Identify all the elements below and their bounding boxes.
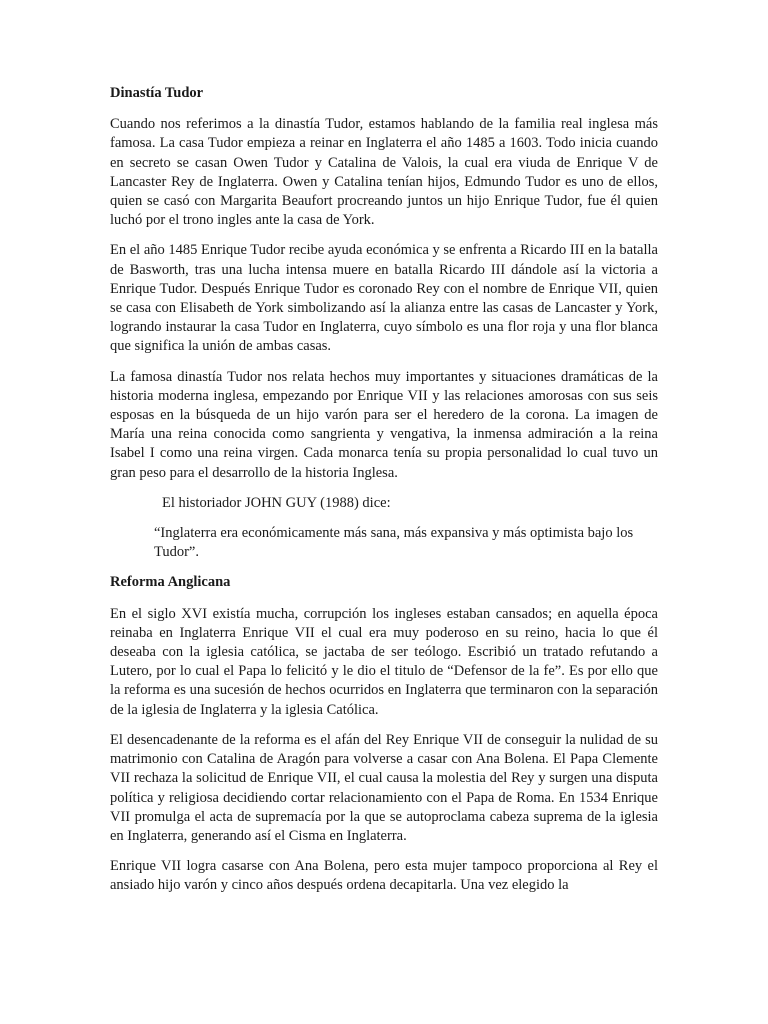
section-title-dinastia-tudor: Dinastía Tudor: [110, 85, 204, 101]
document-page: [110, 84, 658, 1024]
block-quote: “Inglaterra era económicamente más sana, más expansiva y más optimista bajo los Tudor”.: [154, 525, 634, 561]
paragraph: Enrique VII logra casarse con Ana Bolena, pero esta mujer tampoco proporciona al Rey el ansiado hijo varón y cinco años después ordena decapitarla. Una vez elegido la: [110, 858, 658, 894]
paragraph: La famosa dinastía Tudor nos relata hechos muy importantes y situaciones dramáticas de la historia moderna inglesa, empezando por Enrique VII y las relaciones amorosas con sus seis esposas en la búsqueda de un hijo varón para ser el heredero de la corona. La imagen de María una reina conocida como sangrienta y vengativa, la inmensa admiración a la reina Isabel I como una reina virgen. Cada monarca tenía su propia personalidad lo cual tuvo un gran peso para el desarrollo de la historia Inglesa.: [110, 368, 658, 481]
citation-intro: El historiador JOHN GUY (1988) dice:: [162, 494, 391, 511]
section-title-reforma-anglicana: Reforma Anglicana: [110, 574, 231, 591]
paragraph: El desencadenante de la reforma es el afán del Rey Enrique VII de conseguir la nulidad de su matrimonio con Catalina de Aragón para volverse a casar con Ana Bolena. El Papa Clemente VII rechaza la solicitud de Enrique VII, el cual causa la molestia del Rey y surgen una disputa política y religiosa decidiendo cortar relacionamiento con el Papa de Roma. En 1534 Enrique VII promulga el acta de supremacía por la que se autoproclama cabeza suprema de la iglesia en Inglaterra, generando así el Cisma en Inglaterra.: [110, 731, 658, 844]
paragraph: En el año 1485 Enrique Tudor recibe ayuda económica y se enfrenta a Ricardo III en la batalla de Basworth, tras una lucha intensa muere en batalla Ricardo III dándole así la victoria a Enrique Tudor. Después Enrique Tudor es coronado Rey con el nombre de Enrique VII, quien se casa con Elisabeth de York simbolizando así la alianza entre las casas de Lancaster y York, logrando instaurar la casa Tudor en Inglaterra, cuyo símbolo es una flor roja y una flor blanca que significa la unión de ambas casas.: [110, 242, 658, 355]
paragraph: Cuando nos referimos a la dinastía Tudor, estamos hablando de la familia real inglesa más famosa. La casa Tudor empieza a reinar en Inglaterra el año 1485 a 1603. Todo inicia cuando en secreto se casan Owen Tudor y Catalina de Valois, la cual era viuda de Enrique V de Lancaster Rey de Inglaterra. Owen y Catalina tenían hijos, Edmundo Tudor es uno de ellos, quien se casó con Margarita Beaufort procreando juntos un hijo Enrique Tudor, fue él quien luchó por el trono ingles ante la casa de York.: [110, 116, 658, 229]
paragraph: En el siglo XVI existía mucha, corrupción los ingleses estaban cansados; en aquella época reinaba en Inglaterra Enrique VII el cual era muy poderoso en su reino, hacia lo que él deseaba con la iglesia católica, se jactaba de ser teólogo. Escribió un tratado refutando a Lutero, por lo cual el Papa lo felicitó y le dio el titulo de “Defensor de la fe”. Es por ello que la reforma es una sucesión de hechos ocurridos en Inglaterra que terminaron con la separación de la iglesia de Inglaterra y la iglesia Católica.: [110, 605, 658, 718]
